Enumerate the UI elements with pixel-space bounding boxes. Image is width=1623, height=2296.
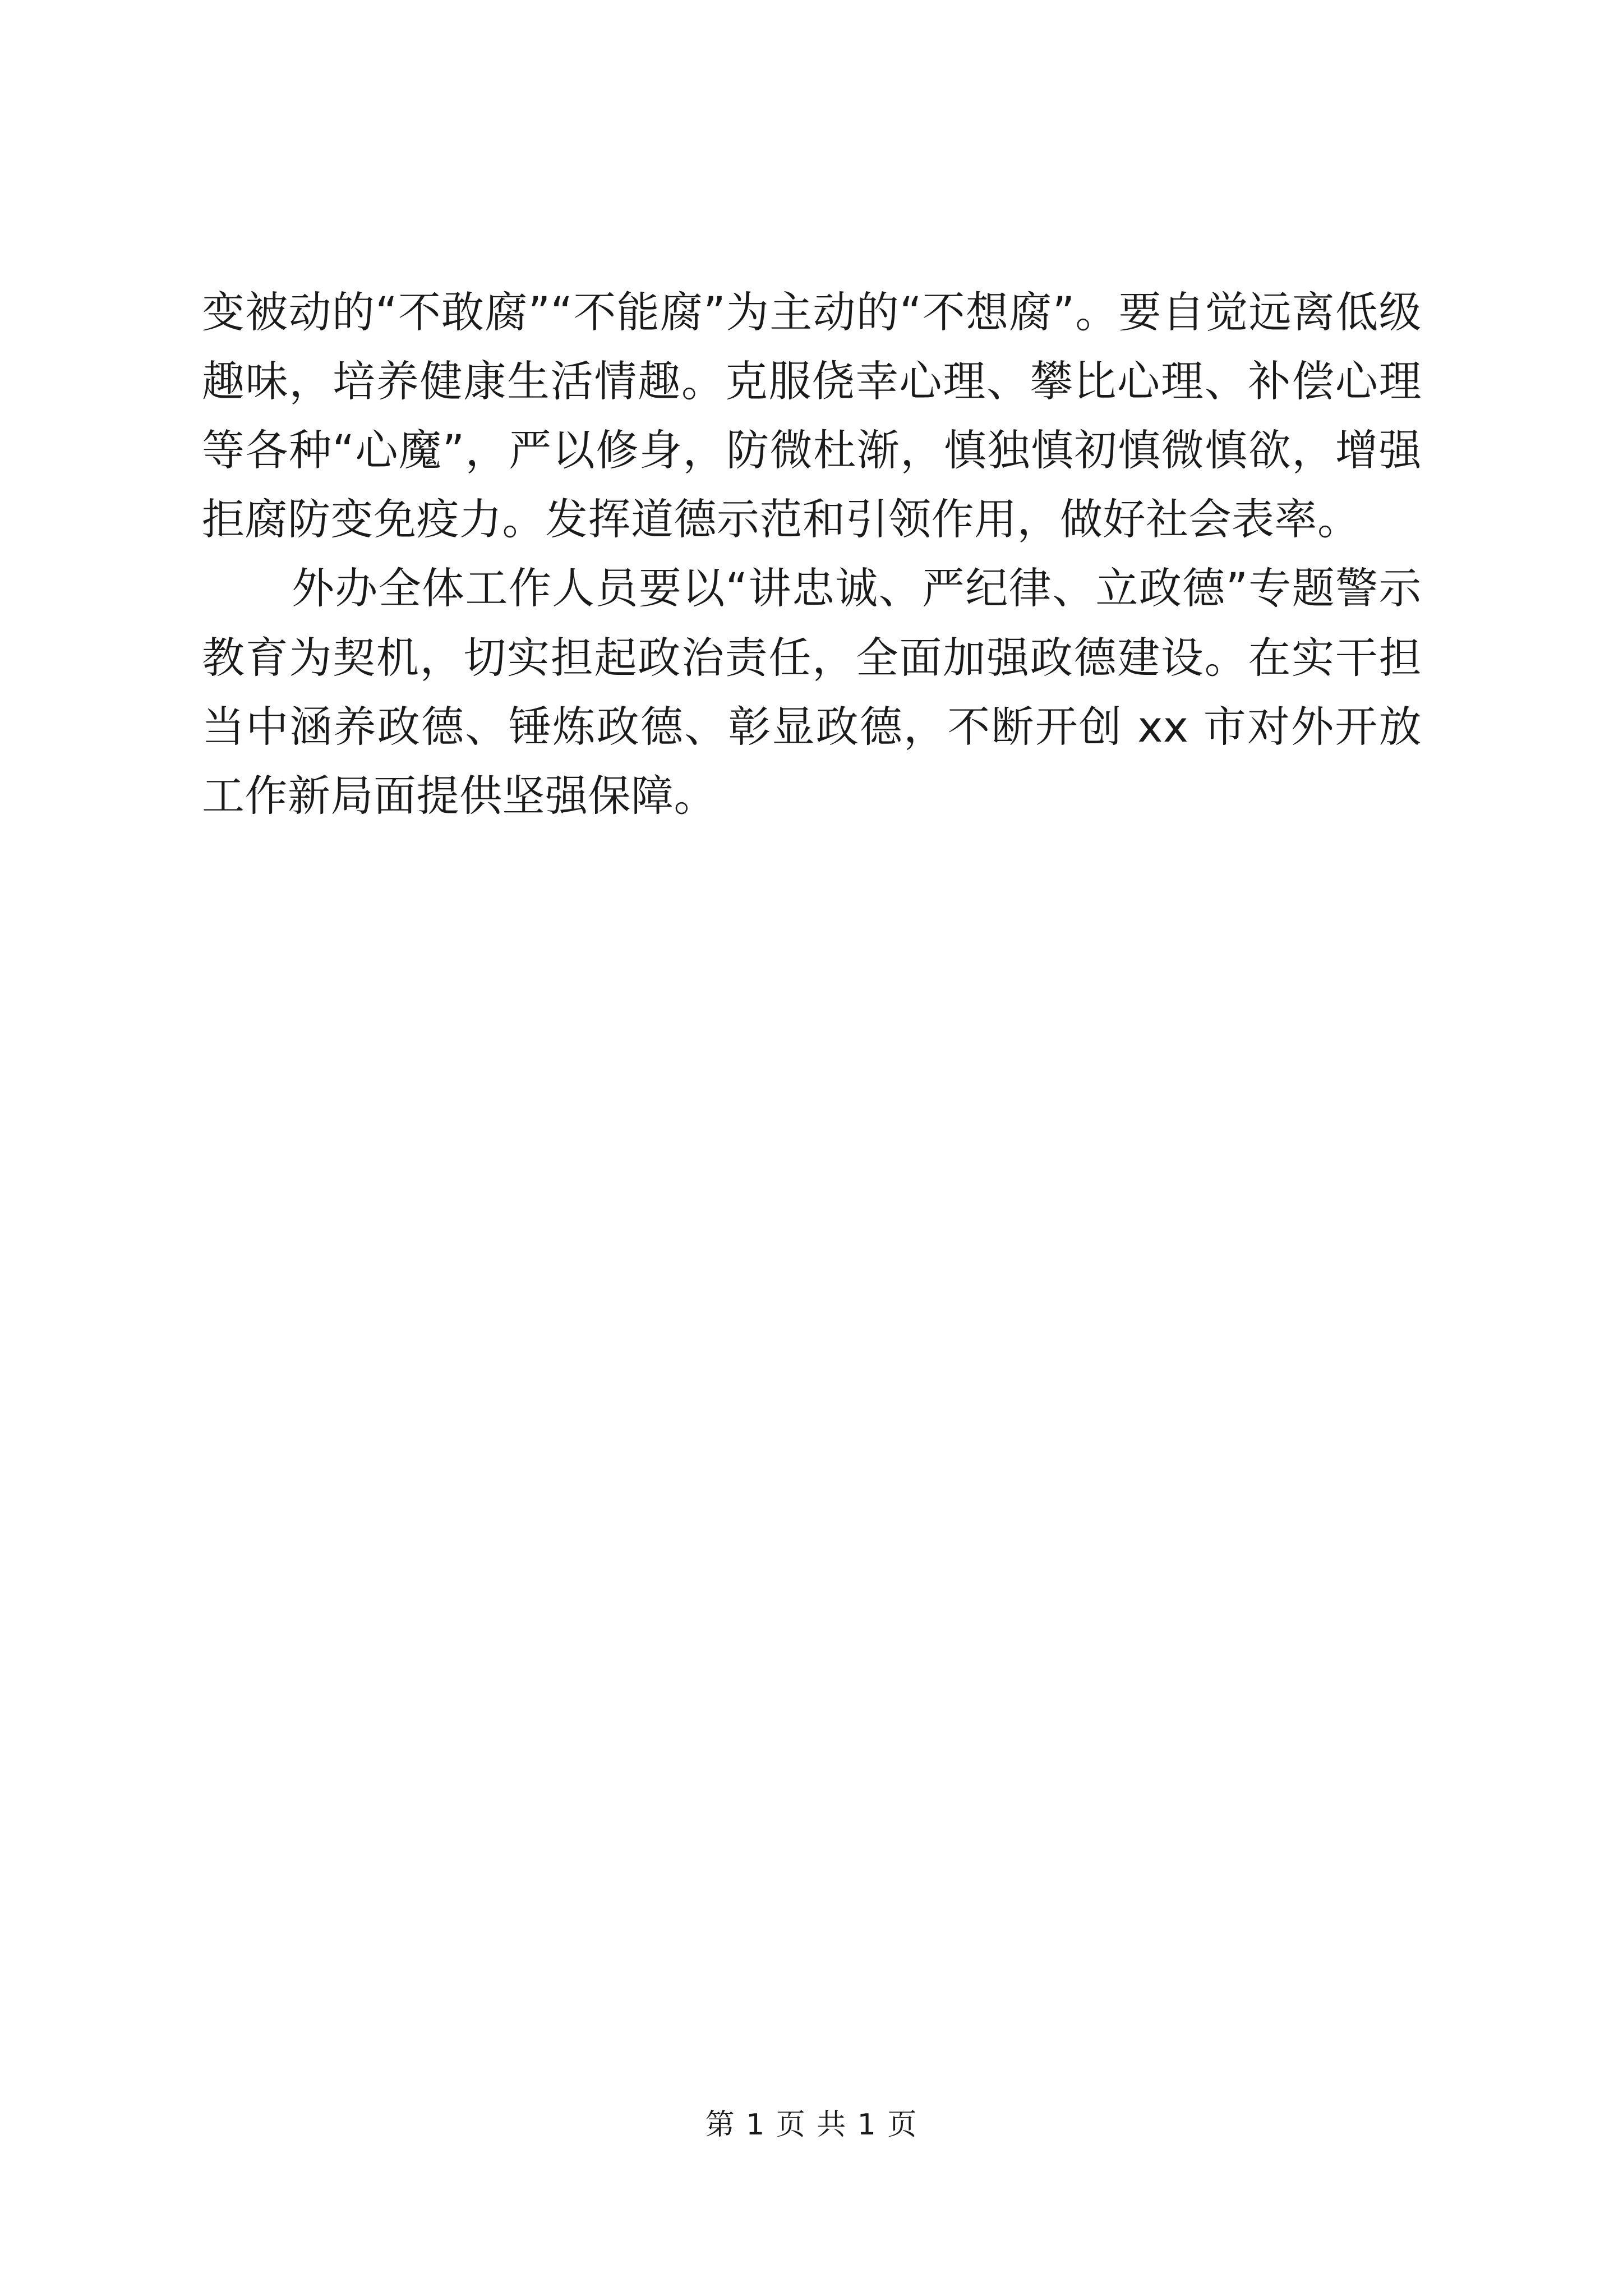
document-body (202, 278, 1422, 830)
paragraph-2: 外办全体工作人员要以“讲忠诚、严纪律、立政德”专题警示教育为契机，切实担起政治责任，全面加强政德建设。在实干担当中涵养政德、锤炼政德、彰显政德，不断开创 xx 市对外开放工作新局面提供坚强保障。 (202, 563, 1422, 821)
page-footer: 第 1 页 共 1 页 (705, 2108, 918, 2142)
paragraph-1: 变被动的“不敢腐”“不能腐”为主动的“不想腐”。要自觉远离低级趣味，培养健康生活情趣。克服侥幸心理、攀比心理、补偿心理等各种“心魔”，严以修身，防微杜渐，慎独慎初慎微慎欲，增强拒腐防变免疫力。发挥道德示范和引领作用，做好社会表率。 (202, 287, 1422, 545)
